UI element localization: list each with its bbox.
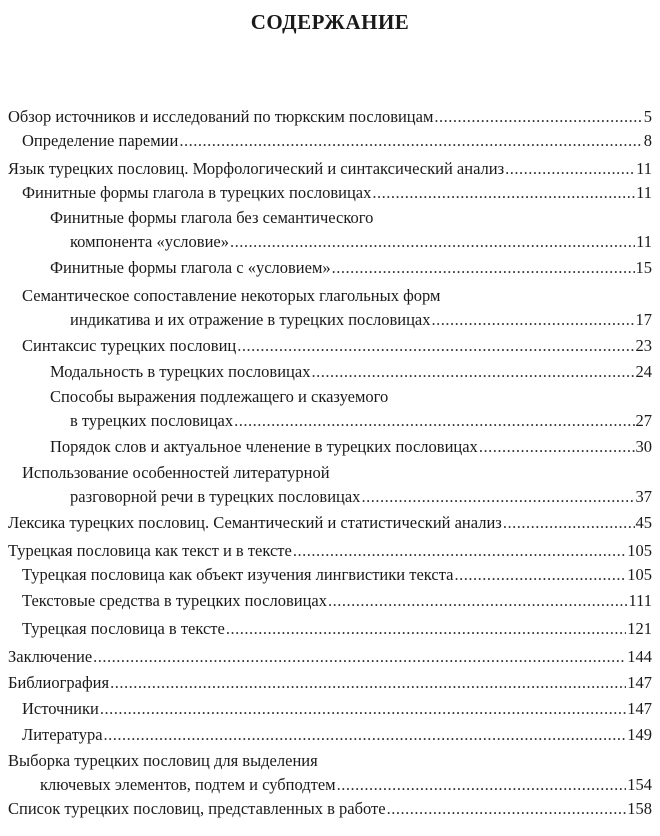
toc-entry-title: Порядок слов и актуальное членение в турецких пословицах — [50, 437, 478, 456]
toc-entry-title: в турецких пословицах — [70, 411, 234, 430]
dot-leader — [110, 672, 626, 694]
toc-page-number: 105 — [627, 541, 652, 560]
toc-entry-title: Определение паремии — [22, 131, 179, 150]
toc-page-number: 105 — [627, 565, 652, 584]
toc-entry-title: Список турецких пословиц, представленных в работе — [8, 799, 386, 818]
dot-leader — [293, 540, 626, 562]
toc-page-number: 147 — [627, 699, 652, 718]
dot-leader — [234, 410, 634, 432]
dot-leader — [311, 361, 634, 383]
toc-entry — [0, 564, 652, 586]
toc-entry — [0, 798, 652, 820]
toc-entry — [0, 436, 652, 458]
toc-page-number: 11 — [636, 159, 652, 178]
toc-entry — [0, 540, 652, 562]
toc-entry — [0, 182, 652, 204]
toc-entry-title: Модальность в турецких пословицах — [50, 362, 311, 381]
toc-entry-title: Финитные формы глагола в турецких пословицах — [22, 183, 372, 202]
dot-leader — [454, 564, 626, 586]
toc-page-number: 27 — [635, 411, 652, 430]
dot-leader — [372, 182, 635, 204]
toc-entry-title: Семантическое сопоставление некоторых глагольных форм — [22, 286, 441, 305]
toc-entry-title: Источники — [22, 699, 99, 718]
toc-page-number: 111 — [628, 591, 652, 610]
toc-page-number: 11 — [636, 232, 652, 251]
toc-entry-title: Финитные формы глагола с «условием» — [50, 258, 331, 277]
toc-entry-title: Турецкая пословица в тексте — [22, 619, 225, 638]
toc-entry-title: Использование особенностей литературной — [22, 463, 330, 482]
toc-entry-title: индикатива и их отражение в турецких пословицах — [70, 310, 431, 329]
toc-page-number: 45 — [635, 513, 652, 532]
dot-leader — [104, 724, 627, 746]
dot-leader — [332, 257, 635, 279]
toc-entry — [0, 158, 652, 180]
toc-entry-title: Синтаксис турецких пословиц — [22, 336, 237, 355]
toc-entry-title: разговорной речи в турецких пословицах — [70, 487, 361, 506]
toc-entry — [0, 590, 652, 612]
toc-page-number: 158 — [627, 799, 652, 818]
dot-leader — [237, 335, 634, 357]
toc-entry — [0, 285, 652, 331]
toc-page-number: 8 — [643, 131, 652, 150]
toc-page-number: 37 — [635, 487, 652, 506]
toc-page-number: 147 — [627, 673, 652, 692]
toc-page-number: 144 — [627, 647, 652, 666]
toc-entry — [0, 646, 652, 668]
toc-page-number: 23 — [635, 336, 652, 355]
toc-entry — [0, 130, 652, 152]
page-title: СОДЕРЖАНИЕ — [250, 10, 410, 34]
dot-leader — [100, 698, 626, 720]
dot-leader — [505, 158, 635, 180]
toc-entry — [0, 618, 652, 640]
toc-entry — [0, 512, 652, 534]
toc-page-number: 149 — [627, 725, 652, 744]
toc-entry-title: Финитные формы глагола без семантического — [50, 208, 374, 227]
toc-entry-title: Заключение — [8, 647, 93, 666]
toc-entry-title: Турецкая пословица как текст и в тексте — [8, 541, 292, 560]
toc-entry-title: Язык турецких пословиц. Морфологический и синтаксический анализ — [8, 159, 505, 178]
toc-entry-title: Библиография — [8, 673, 110, 692]
toc-page-number: 154 — [627, 775, 652, 794]
toc-entry — [0, 106, 652, 128]
toc-entry — [0, 750, 652, 796]
toc-entry-title: Турецкая пословица как объект изучения лингвистики текста — [22, 565, 454, 584]
toc-entry — [0, 335, 652, 357]
toc-page-number: 17 — [635, 310, 652, 329]
toc-entry — [0, 361, 652, 383]
toc-entry-title: Способы выражения подлежащего и сказуемого — [50, 387, 389, 406]
toc-page-number: 30 — [635, 437, 652, 456]
dot-leader — [387, 798, 627, 820]
dot-leader — [93, 646, 626, 668]
dot-leader — [479, 436, 635, 458]
toc-entry-title: ключевых элементов, подтем и субподтем — [40, 775, 336, 794]
toc-entry-title: Обзор источников и исследований по тюркским пословицам — [8, 107, 434, 126]
toc-entry-title: Текстовые средства в турецких пословицах — [22, 591, 328, 610]
dot-leader — [179, 130, 642, 152]
dot-leader — [337, 774, 627, 796]
dot-leader — [328, 590, 627, 612]
toc-entry-title: компонента «условие» — [70, 232, 229, 251]
toc-entry-title: Литература — [22, 725, 103, 744]
toc-entry — [0, 386, 652, 432]
toc-entry — [0, 672, 652, 694]
toc-page-number: 121 — [627, 619, 652, 638]
toc-page-number: 11 — [636, 183, 652, 202]
toc-entry — [0, 698, 652, 720]
toc-page-number: 15 — [635, 258, 652, 277]
toc-entry-title: Лексика турецких пословиц. Семантический и статистический анализ — [8, 513, 502, 532]
dot-leader — [230, 231, 635, 253]
dot-leader — [434, 106, 642, 128]
toc-entry — [0, 462, 652, 508]
toc-entry — [0, 724, 652, 746]
dot-leader — [361, 486, 634, 508]
dot-leader — [432, 309, 635, 331]
toc-entry-title: Выборка турецких пословиц для выделения — [8, 751, 318, 770]
toc-entry — [0, 207, 652, 253]
toc-page-number: 5 — [643, 107, 652, 126]
dot-leader — [503, 512, 635, 534]
dot-leader — [226, 618, 626, 640]
toc-page-number: 24 — [635, 362, 652, 381]
toc-entry — [0, 257, 652, 279]
